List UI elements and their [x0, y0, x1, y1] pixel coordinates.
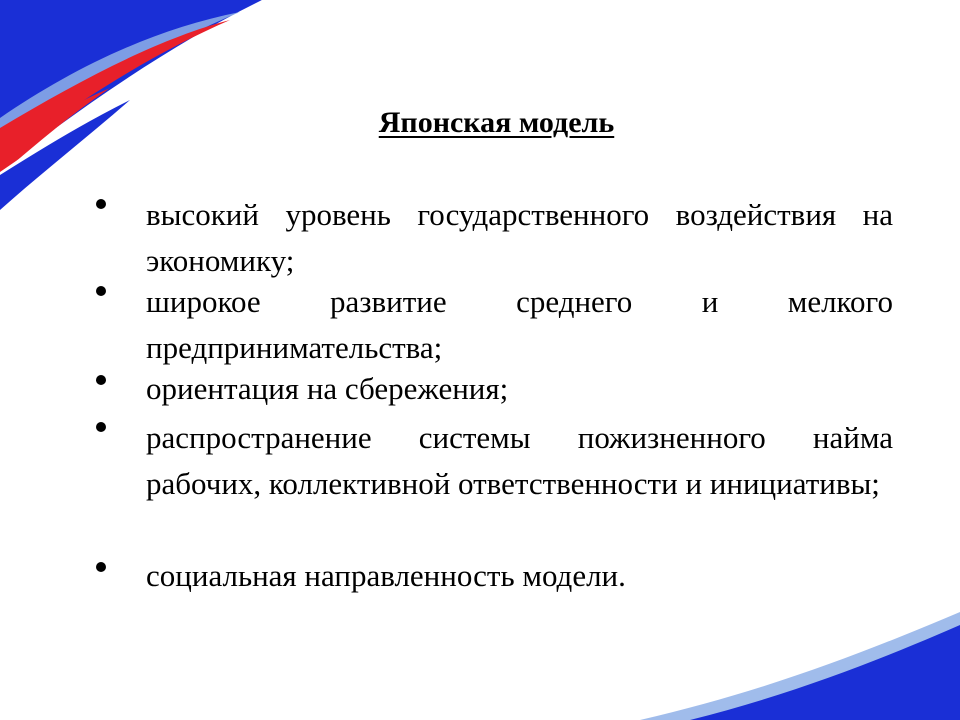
- slide-title: Японская модель: [378, 106, 615, 139]
- bullet-text: широкое развитие среднего и мелкого предпринимательства;: [146, 284, 893, 365]
- bullet-text: высокий уровень государственного воздействия на экономику;: [146, 197, 893, 278]
- bullet-text: распространение системы пожизненного найма рабочих, коллективной ответственности и инициативы;: [146, 420, 893, 501]
- bullet-text: ориентация на сбережения;: [146, 371, 509, 406]
- bullet-dot-icon: [96, 286, 106, 296]
- bullet-text: социальная направленность модели.: [146, 558, 626, 593]
- bullet-dot-icon: [96, 422, 106, 432]
- bullet-dot-icon: [96, 562, 106, 572]
- bullet-dot-icon: [96, 199, 106, 209]
- bullet-dot-icon: [96, 375, 106, 385]
